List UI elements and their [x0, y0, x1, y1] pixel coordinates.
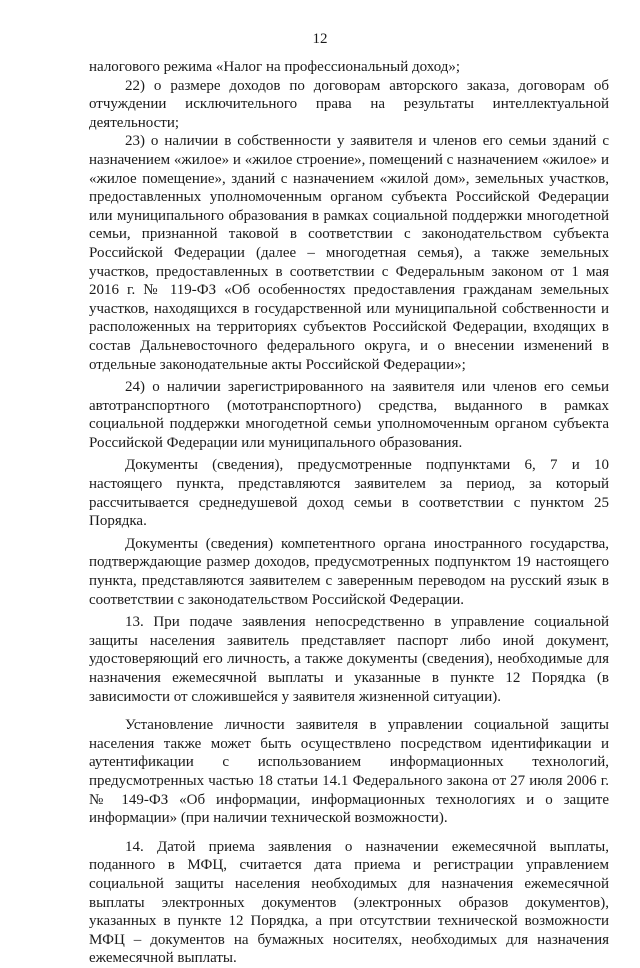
- page-number: 12: [312, 31, 328, 47]
- paragraph-item-24: 24) о наличии зарегистрированного на заявителя или членов его семьи автотранспортного (мототранспортного) средства, выданного в рамках социальной поддержки многодетной семьи уполномоченным органом субъекта Российской Федерации или муниципального образования.: [89, 379, 609, 451]
- paragraph-item-23: 23) о наличии в собственности у заявителя и членов его семьи зданий с назначением «жилое» и «жилое строение», помещений с назначением «жилое» и «жилое помещение», зданий с назначением «жилой дом», земельных участков, предоставленных уполномоченным органом субъекта Российской Федерации или муниципального образования в рамках социальной поддержки многодетной семьи, признанной таковой в соответствии с законодательством субъекта Российской Федерации (далее – многодетная семья), а также земельных участков, предоставленных в соответствии с Федеральным законом от 1 мая 2016 г. № 119-ФЗ «Об особенностях предоставления гражданам земельных участков, находящихся в государственной или муниципальной собственности и расположенных на территориях субъектов Российской Федерации, входящих в состав Дальневосточного федерального округа, и о внесении изменений в отдельные законодательные акты Российской Федерации»;: [89, 133, 609, 373]
- paragraph-tax-regime-continuation: налогового режима «Налог на профессиональный доход»;: [89, 59, 461, 75]
- document-body: [89, 58, 609, 968]
- paragraph-documents-period: Документы (сведения), предусмотренные подпунктами 6, 7 и 10 настоящего пункта, представляются заявителем за период, за который рассчитывается среднедушевой доход семьи в соответствии с пунктом 25 Порядка.: [89, 457, 609, 530]
- paragraph-identity-verification: Установление личности заявителя в управлении социальной защиты населения также может быть осуществлено посредством идентификации и аутентификации с использованием информационных технологий, предусмотренных частью 18 статьи 14.1 Федерального закона от 27 июля 2006 г. № 149-ФЗ «Об информации, информационных технологиях и о защите информации» (при наличии технической возможности).: [89, 717, 609, 827]
- paragraph-item-22: 22) о размере доходов по договорам авторского заказа, договорам об отчуждении исключительного права на результаты интеллектуальной деятельности;: [89, 77, 609, 131]
- paragraph-item-14: 14. Датой приема заявления о назначении ежемесячной выплаты, поданного в МФЦ, считается дата приема и регистрации управлением социальной защиты населения необходимых для назначения ежемесячной выплаты электронных документов (электронных образов документов), указанных в пункте 12 Порядка, а при отсутствии технической возможности МФЦ – документов на бумажных носителях, необходимых для назначения ежемесячной выплаты.: [89, 838, 609, 967]
- paragraph-foreign-documents: Документы (сведения) компетентного органа иностранного государства, подтверждающие размер доходов, предусмотренных подпунктом 19 настоящего пункта, представляются заявителем с заверенным переводом на русский язык в соответствии с законодательством Российской Федерации.: [89, 535, 609, 608]
- paragraph-item-13: 13. При подаче заявления непосредственно в управление социальной защиты населения заявитель представляет паспорт либо иной документ, удостоверяющий его личность, а также документы (сведения), необходимые для назначения ежемесячной выплаты и указанные в пункте 12 Порядка (в зависимости от сложившейся у заявителя жизненной ситуации).: [89, 614, 609, 705]
